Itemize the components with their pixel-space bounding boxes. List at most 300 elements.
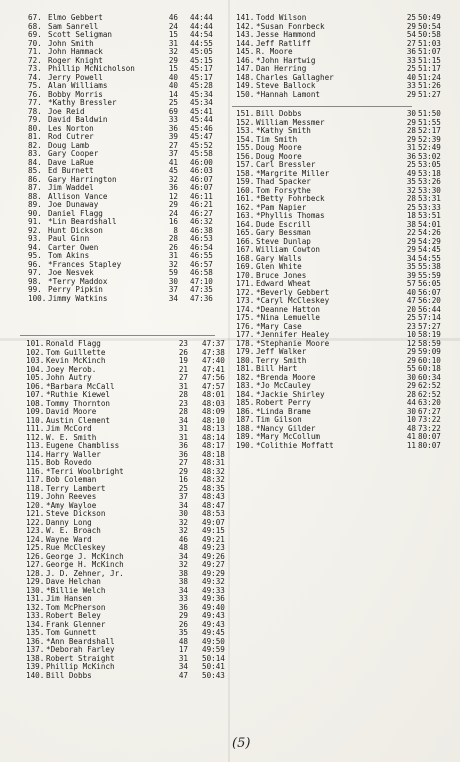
finish-time: 50:43 <box>202 670 225 680</box>
runner-age: 30 <box>406 372 416 382</box>
finish-time: 45:05 <box>190 47 213 56</box>
finish-time: 49:43 <box>202 619 225 629</box>
finish-time: 47:10 <box>190 276 213 286</box>
place-number: 149. <box>236 81 255 90</box>
runner-name: *Deborah Farley <box>46 645 115 654</box>
runner-age: 32 <box>168 259 178 269</box>
pasted-strip-left <box>20 335 215 338</box>
place-number: 110. <box>26 415 45 425</box>
place-number: 138. <box>26 653 45 663</box>
runner-name: Bob Coleman <box>46 475 97 484</box>
runner-name: *Mary McCollum <box>256 432 321 441</box>
place-number: 71. <box>28 47 42 56</box>
finish-time: 44:44 <box>190 13 213 22</box>
runner-age: 29 <box>178 466 188 476</box>
runner-name: R. Moore <box>256 47 293 56</box>
runner-age: 10 <box>406 415 416 424</box>
place-number: 118. <box>26 483 45 493</box>
finish-time: 54:55 <box>418 253 441 263</box>
finish-time: 51:55 <box>418 117 441 127</box>
runner-name: Rod Cutrer <box>48 132 94 141</box>
finish-time: 57:14 <box>418 313 441 322</box>
place-number: 81. <box>28 132 42 141</box>
runner-name: Phillip McKinch <box>46 662 115 671</box>
place-number: 159. <box>236 177 255 186</box>
runner-name: Doug Moore <box>256 143 302 152</box>
finish-time: 45:17 <box>190 72 213 82</box>
runner-age: 54 <box>406 30 416 39</box>
place-number: 134. <box>26 619 45 629</box>
runner-age: 41 <box>406 432 416 441</box>
runner-age: 34 <box>178 585 188 595</box>
runner-age: 28 <box>178 407 188 416</box>
runner-name: *Colithie Moffatt <box>256 440 334 450</box>
place-number: 189. <box>236 432 255 441</box>
runner-name: Bruce Jones <box>256 270 307 280</box>
runner-age: 40 <box>168 72 178 82</box>
runner-age: 25 <box>406 13 416 22</box>
finish-time: 47:41 <box>202 364 225 374</box>
runner-name: David Moore <box>46 407 97 416</box>
runner-age: 38 <box>406 219 416 229</box>
runner-age: 29 <box>406 89 416 99</box>
runner-age: 59 <box>168 268 178 277</box>
runner-age: 37 <box>168 285 178 294</box>
place-number: 187. <box>236 415 255 424</box>
runner-age: 35 <box>406 262 416 271</box>
place-number: 75. <box>28 81 42 90</box>
finish-time: 48:09 <box>202 407 225 416</box>
place-number: 107. <box>26 390 45 399</box>
runner-name: Tim Gilson <box>256 415 302 424</box>
runner-age: 39 <box>168 132 178 141</box>
runner-name: *Betty Fohrbeck <box>256 194 325 203</box>
place-number: 78. <box>28 106 42 116</box>
runner-age: 31 <box>168 251 178 260</box>
runner-name: *Barbara McCall <box>46 381 115 391</box>
runner-age: 32 <box>178 560 188 569</box>
runner-age: 36 <box>178 449 188 459</box>
runner-age: 45 <box>168 166 178 175</box>
finish-time: 45:28 <box>190 81 213 90</box>
runner-name: Jerry Powell <box>48 72 103 82</box>
runner-name: *John Hartwig <box>256 55 316 65</box>
place-number: 129. <box>26 577 45 586</box>
runner-name: Joe Dunaway <box>48 200 99 209</box>
place-number: 150. <box>236 89 255 99</box>
runner-name: Thad Spacker <box>256 177 311 186</box>
runner-age: 26 <box>168 242 178 252</box>
place-number: 176. <box>236 321 255 331</box>
runner-name: *Billie Welch <box>46 585 106 595</box>
place-number: 171. <box>236 279 255 288</box>
runner-age: 27 <box>178 373 188 382</box>
runner-name: Joey Merob. <box>46 364 97 374</box>
finish-time: 47:35 <box>190 285 213 294</box>
runner-name: *Lin Beardshall <box>48 217 117 226</box>
runner-name: William Cowton <box>256 245 321 254</box>
runner-age: 28 <box>178 390 188 399</box>
runner-age: 40 <box>168 81 178 90</box>
runner-age: 29 <box>406 245 416 254</box>
runner-name: Tom Forsythe <box>256 185 311 195</box>
place-number: 113. <box>26 441 45 450</box>
finish-time: 49:27 <box>202 560 225 569</box>
runner-age: 21 <box>178 364 188 374</box>
finish-time: 48:43 <box>202 492 225 501</box>
finish-time: 45:58 <box>190 149 213 158</box>
place-number: 96. <box>28 259 42 269</box>
finish-time: 52:49 <box>418 143 441 152</box>
runner-age: 30 <box>406 109 416 118</box>
results-column-141-150 <box>236 14 448 99</box>
finish-time: 47:57 <box>202 381 225 391</box>
place-number: 119. <box>26 492 45 501</box>
runner-age: 33 <box>178 594 188 603</box>
finish-time: 49:26 <box>202 551 225 561</box>
runner-age: 26 <box>178 619 188 629</box>
finish-time: 49:50 <box>202 636 225 646</box>
runner-age: 34 <box>178 415 188 425</box>
finish-time: 52:17 <box>418 126 441 135</box>
finish-time: 49:32 <box>202 577 225 586</box>
finish-time: 58:59 <box>418 338 441 348</box>
place-number: 177. <box>236 330 255 339</box>
place-number: 109. <box>26 407 45 416</box>
place-number: 190. <box>236 440 255 450</box>
runner-age: 23 <box>178 398 188 408</box>
place-number: 101. <box>26 339 45 348</box>
runner-age: 36 <box>178 441 188 450</box>
place-number: 92. <box>28 225 42 235</box>
finish-time: 51:24 <box>418 72 441 82</box>
finish-time: 44:55 <box>190 38 213 48</box>
runner-name: Steve Dunlap <box>256 236 311 246</box>
place-number: 181. <box>236 364 255 373</box>
place-number: 146. <box>236 55 255 65</box>
finish-time: 46:21 <box>190 200 213 209</box>
runner-age: 15 <box>168 64 178 73</box>
place-number: 186. <box>236 406 255 416</box>
finish-time: 44:44 <box>190 21 213 31</box>
runner-name: Terry Smith <box>256 355 307 365</box>
finish-time: 53:51 <box>418 211 441 220</box>
finish-time: 54:45 <box>418 245 441 254</box>
runner-age: 47 <box>178 670 188 680</box>
finish-time: 56:05 <box>418 279 441 288</box>
place-number: 125. <box>26 543 45 552</box>
place-number: 72. <box>28 55 42 65</box>
runner-age: 25 <box>178 483 188 493</box>
runner-name: Tom McPherson <box>46 602 106 612</box>
runner-name: *Terri Woolbright <box>46 466 124 476</box>
place-number: 70. <box>28 38 42 48</box>
place-number: 77. <box>28 98 42 107</box>
runner-name: Wayne Ward <box>46 534 92 544</box>
place-number: 157. <box>236 160 255 169</box>
runner-name: *Jo McCauley <box>256 381 311 390</box>
finish-time: 48:03 <box>202 398 225 408</box>
runner-name: Sam Sanrell <box>48 21 99 31</box>
finish-time: 49:36 <box>202 594 225 603</box>
finish-time: 51:03 <box>418 38 441 48</box>
finish-time: 45:17 <box>190 64 213 73</box>
finish-time: 45:44 <box>190 115 213 124</box>
place-number: 156. <box>236 151 255 161</box>
finish-time: 45:52 <box>190 140 213 150</box>
runner-name: Dan Herring <box>256 64 307 73</box>
runner-age: 16 <box>178 475 188 484</box>
place-number: 188. <box>236 423 255 433</box>
place-number: 179. <box>236 347 255 356</box>
finish-time: 45:41 <box>190 106 213 116</box>
finish-time: 46:03 <box>190 166 213 175</box>
finish-time: 46:53 <box>190 234 213 243</box>
runner-name: Kevin McKinch <box>46 356 106 365</box>
runner-age: 31 <box>178 653 188 663</box>
runner-name: Danny Long <box>46 517 92 527</box>
place-number: 114. <box>26 449 45 459</box>
finish-time: 60:34 <box>418 372 441 382</box>
place-number: 184. <box>236 389 255 399</box>
runner-age: 30 <box>168 276 178 286</box>
runner-name: Tom Guillette <box>46 347 106 357</box>
runner-age: 25 <box>168 98 178 107</box>
runner-age: 38 <box>178 577 188 586</box>
runner-name: *Mary Case <box>256 321 302 331</box>
place-number: 120. <box>26 500 45 510</box>
runner-age: 69 <box>168 106 178 116</box>
runner-name: Perry Pipkin <box>48 285 103 294</box>
finish-time: 63:20 <box>418 398 441 407</box>
runner-age: 31 <box>178 424 188 433</box>
finish-time: 51:26 <box>418 81 441 90</box>
place-number: 82. <box>28 140 42 150</box>
finish-time: 46:57 <box>190 259 213 269</box>
runner-age: 29 <box>178 611 188 620</box>
place-number: 183. <box>236 381 255 390</box>
place-number: 112. <box>26 432 45 442</box>
place-number: 162. <box>236 202 255 212</box>
runner-age: 23 <box>406 321 416 331</box>
finish-time: 48:32 <box>202 475 225 484</box>
place-number: 144. <box>236 38 255 48</box>
finish-time: 49:59 <box>202 645 225 654</box>
runner-name: Edward Wheat <box>256 279 311 288</box>
runner-age: 25 <box>406 313 416 322</box>
runner-name: David Baldwin <box>48 115 108 124</box>
runner-name: Rue McCleskey <box>46 543 106 552</box>
place-number: 102. <box>26 347 45 357</box>
runner-age: 48 <box>178 543 188 552</box>
finish-time: 53:02 <box>418 151 441 161</box>
place-number: 145. <box>236 47 255 56</box>
runner-age: 28 <box>406 126 416 135</box>
finish-time: 46:54 <box>190 242 213 252</box>
pasted-strip-right <box>232 106 412 107</box>
runner-age: 27 <box>168 140 178 150</box>
results-column-151-190 <box>236 110 448 450</box>
runner-age: 33 <box>168 115 178 124</box>
finish-time: 49:15 <box>202 526 225 535</box>
runner-name: *Ann Beardshall <box>46 636 115 646</box>
runner-name: William Messmer <box>256 117 325 127</box>
finish-time: 46:58 <box>190 268 213 277</box>
runner-age: 48 <box>406 423 416 433</box>
runner-age: 39 <box>406 270 416 280</box>
finish-time: 60:10 <box>418 355 441 365</box>
runner-name: Doug Moore <box>256 151 302 161</box>
place-number: 174. <box>236 304 255 314</box>
place-number: 165. <box>236 228 255 237</box>
runner-name: *Nancy Gilder <box>256 423 316 433</box>
runner-age: 15 <box>168 30 178 39</box>
finish-time: 49:43 <box>202 611 225 620</box>
finish-time: 46:32 <box>190 217 213 226</box>
runner-age: 29 <box>406 117 416 127</box>
place-number: 163. <box>236 211 255 220</box>
runner-name: *Frances Stapley <box>48 259 122 269</box>
runner-age: 29 <box>406 355 416 365</box>
finish-time: 45:34 <box>190 98 213 107</box>
finish-time: 44:54 <box>190 30 213 39</box>
finish-time: 48:47 <box>202 500 225 510</box>
runner-age: 27 <box>178 458 188 467</box>
runner-age: 20 <box>406 304 416 314</box>
runner-age: 36 <box>406 151 416 161</box>
finish-time: 50:14 <box>202 653 225 663</box>
runner-name: *Terry Maddox <box>48 276 108 286</box>
finish-time: 46:11 <box>190 191 213 201</box>
place-number: 100. <box>28 293 47 303</box>
place-number: 132. <box>26 602 45 612</box>
finish-time: 48:13 <box>202 424 225 433</box>
runner-name: Robert Perry <box>256 398 311 407</box>
finish-time: 55:38 <box>418 262 441 271</box>
finish-time: 80:07 <box>418 440 441 450</box>
runner-age: 33 <box>406 55 416 65</box>
runner-age: 37 <box>178 492 188 501</box>
runner-age: 32 <box>168 47 178 56</box>
place-number: 106. <box>26 381 45 391</box>
finish-time: 62:52 <box>418 389 441 399</box>
place-number: 122. <box>26 517 45 527</box>
runner-name: *Pam Napier <box>256 202 307 212</box>
runner-name: Les Norton <box>48 123 94 133</box>
finish-time: 45:46 <box>190 123 213 133</box>
runner-name: Alan Williams <box>48 81 108 90</box>
runner-name: John Autry <box>46 373 92 382</box>
runner-name: Gary Harrington <box>48 174 117 184</box>
finish-time: 49:45 <box>202 628 225 637</box>
runner-name: Joe Reid <box>48 106 85 116</box>
runner-name: Jimmy Watkins <box>48 293 108 303</box>
finish-time: 55:59 <box>418 270 441 280</box>
finish-time: 46:00 <box>190 157 213 167</box>
runner-name: Bill Dobbs <box>46 670 92 680</box>
runner-age: 27 <box>406 38 416 48</box>
finish-time: 58:19 <box>418 330 441 339</box>
runner-age: 38 <box>178 568 188 578</box>
place-number: 160. <box>236 185 255 195</box>
runner-name: Gary Cooper <box>48 149 99 158</box>
finish-time: 57:27 <box>418 321 441 331</box>
place-number: 104. <box>26 364 45 374</box>
runner-name: Jim Hansen <box>46 594 92 603</box>
finish-time: 48:32 <box>202 466 225 476</box>
runner-age: 12 <box>406 338 416 348</box>
runner-name: *Beverly Gebbert <box>256 287 330 297</box>
place-number: 143. <box>236 30 255 39</box>
runner-name: *Kathy Bressler <box>48 98 117 107</box>
finish-time: 48:10 <box>202 415 225 425</box>
runner-age: 36 <box>168 183 178 192</box>
runner-name: Bob Rovedo <box>46 458 92 467</box>
runner-name: Dave LaRue <box>48 157 94 167</box>
finish-time: 80:07 <box>418 432 441 441</box>
runner-age: 24 <box>168 21 178 31</box>
place-number: 131. <box>26 594 45 603</box>
place-number: 185. <box>236 398 255 407</box>
runner-name: *Brenda Moore <box>256 372 316 382</box>
place-number: 69. <box>28 30 42 39</box>
runner-name: John Reeves <box>46 492 97 501</box>
place-number: 97. <box>28 268 42 277</box>
runner-age: 40 <box>406 72 416 82</box>
runner-age: 36 <box>168 123 178 133</box>
place-number: 80. <box>28 123 42 133</box>
runner-age: 48 <box>178 636 188 646</box>
runner-age: 29 <box>168 55 178 65</box>
runner-age: 55 <box>406 364 416 373</box>
runner-name: Eugene Chambliss <box>46 441 120 450</box>
finish-time: 56:07 <box>418 287 441 297</box>
place-number: 152. <box>236 117 255 127</box>
finish-time: 54:26 <box>418 228 441 237</box>
runner-name: *Amy Wayloe <box>46 500 97 510</box>
runner-age: 46 <box>178 534 188 544</box>
runner-age: 49 <box>406 168 416 178</box>
finish-time: 50:58 <box>418 30 441 39</box>
runner-age: 32 <box>178 526 188 535</box>
finish-time: 45:34 <box>190 89 213 99</box>
place-number: 155. <box>236 143 255 152</box>
runner-name: *Jackie Shirley <box>256 389 325 399</box>
runner-age: 46 <box>168 13 178 22</box>
finish-time: 48:18 <box>202 449 225 459</box>
finish-time: 46:38 <box>190 225 213 235</box>
finish-time: 46:07 <box>190 183 213 192</box>
place-number: 182. <box>236 372 255 382</box>
runner-name: George J. McKinch <box>46 551 124 561</box>
runner-name: Charles Gallagher <box>256 72 334 82</box>
place-number: 153. <box>236 126 255 135</box>
runner-name: Frank Glenner <box>46 619 106 629</box>
place-number: 151. <box>236 109 255 118</box>
runner-age: 23 <box>178 339 188 348</box>
runner-age: 11 <box>406 440 416 450</box>
finish-time: 49:21 <box>202 534 225 544</box>
runner-age: 30 <box>178 509 188 518</box>
runner-age: 29 <box>406 21 416 31</box>
place-number: 166. <box>236 236 255 246</box>
place-number: 116. <box>26 466 45 476</box>
finish-time: 48:14 <box>202 432 225 442</box>
finish-time: 48:53 <box>202 509 225 518</box>
finish-time: 49:40 <box>202 602 225 612</box>
runner-age: 25 <box>406 202 416 212</box>
runner-name: Jim Waddel <box>48 183 94 192</box>
